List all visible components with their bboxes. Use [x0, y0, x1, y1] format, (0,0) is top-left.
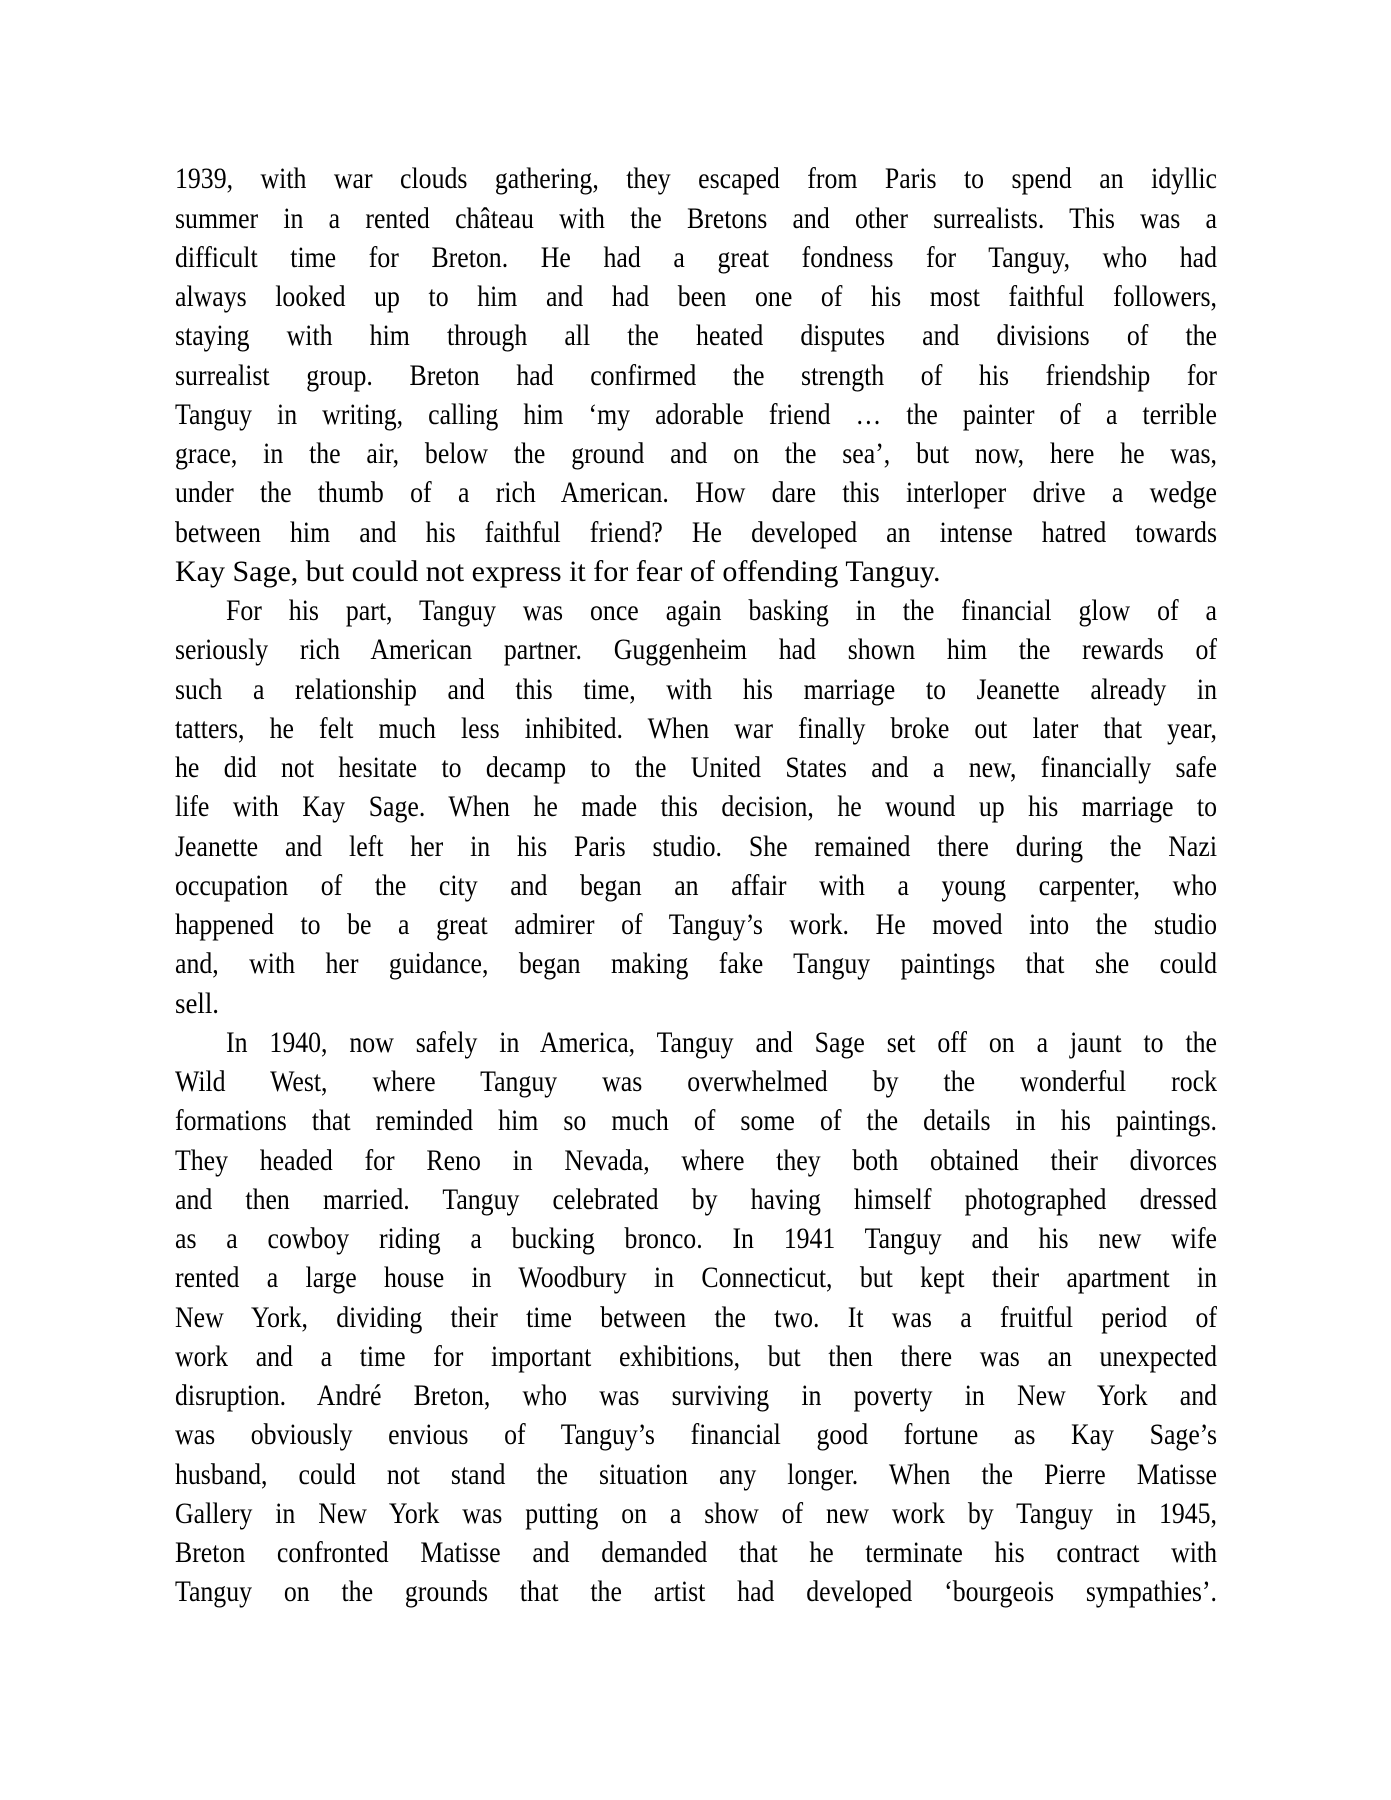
line-text: work and a time for important exhibitions, but then there was an unexpected: [175, 1339, 1217, 1373]
text-line: [175, 1105, 1217, 1144]
line-text: disruption. André Breton, who was surviving in poverty in New York and: [175, 1379, 1217, 1412]
text-line: [175, 556, 1217, 595]
text-line: [175, 1223, 1217, 1262]
line-text: and then married. Tanguy celebrated by having himself photographed dressed: [175, 1182, 1217, 1216]
text-line: [175, 1144, 1217, 1183]
text-line: [175, 1537, 1217, 1576]
line-text: Jeanette and left her in his Paris studio. She remained there during the Nazi: [175, 829, 1218, 863]
line-text: as a cowboy riding a bucking bronco. In 1941 Tanguy and his new wife: [175, 1222, 1217, 1255]
line-text: summer in a rented château with the Bretons and other surrealists. This was a: [175, 201, 1217, 235]
line-text: and, with her guidance, began making fake Tanguy paintings that she could: [175, 947, 1217, 981]
text-line: [175, 1380, 1217, 1419]
body-text: [175, 163, 1217, 1615]
text-line: [175, 320, 1217, 359]
text-line: [175, 1576, 1217, 1615]
text-line: [175, 202, 1217, 241]
line-text: Wild West, where Tanguy was overwhelmed by the wonderful rock: [175, 1065, 1217, 1098]
line-text: surrealist group. Breton had confirmed the strength of his friendship for: [175, 358, 1218, 392]
text-line: [175, 477, 1217, 516]
line-text: Tanguy on the grounds that the artist had developed ‘bourgeois sympathies’.: [175, 1575, 1217, 1609]
line-text: rented a large house in Woodbury in Connecticut, but kept their apartment in: [175, 1261, 1218, 1295]
text-line: [175, 516, 1217, 555]
line-text: under the thumb of a rich American. How dare this interloper drive a wedge: [175, 476, 1217, 510]
text-line: [175, 595, 1217, 634]
text-line: [175, 1498, 1217, 1537]
line-text: he did not hesitate to decamp to the United States and a new, financially safe: [175, 751, 1217, 784]
text-line: [175, 713, 1217, 752]
line-text: Gallery in New York was putting on a show of new work by Tanguy in 1945,: [175, 1496, 1217, 1530]
line-text: They headed for Reno in Nevada, where they both obtained their divorces: [175, 1143, 1217, 1177]
text-line: [175, 1341, 1217, 1380]
line-text: seriously rich American partner. Guggenheim had shown him the rewards of: [175, 633, 1217, 667]
text-line: [175, 1262, 1217, 1301]
text-line: [175, 634, 1217, 673]
text-line: [175, 1184, 1217, 1223]
line-text: husband, could not stand the situation any longer. When the Pierre Matisse: [175, 1457, 1217, 1491]
text-line: [175, 870, 1217, 909]
text-line: [175, 438, 1217, 477]
text-line: [175, 830, 1217, 869]
text-line: [175, 1066, 1217, 1105]
text-line: [175, 1027, 1217, 1066]
line-text: Tanguy in writing, calling him ‘my adorable friend … the painter of a terrible: [175, 397, 1218, 431]
line-text: tatters, he felt much less inhibited. When war finally broke out later that year,: [175, 711, 1217, 745]
text-line: [175, 399, 1217, 438]
text-line: [175, 673, 1217, 712]
line-text: life with Kay Sage. When he made this decision, he wound up his marriage to: [175, 790, 1218, 824]
text-line: [175, 987, 1217, 1026]
text-line: [175, 163, 1217, 202]
line-text: formations that reminded him so much of some of the details in his paintings.: [175, 1104, 1217, 1138]
line-text: such a relationship and this time, with his marriage to Jeanette already in: [175, 672, 1217, 706]
text-line: [175, 1419, 1217, 1458]
line-text: occupation of the city and began an affair with a young carpenter, who: [175, 868, 1217, 902]
line-text: 1939, with war clouds gathering, they escaped from Paris to spend an idyllic: [175, 162, 1217, 196]
line-text: difficult time for Breton. He had a great fondness for Tanguy, who had: [175, 240, 1217, 274]
line-text: happened to be a great admirer of Tanguy’s work. He moved into the studio: [175, 908, 1217, 941]
line-text: staying with him through all the heated disputes and divisions of the: [175, 319, 1217, 353]
line-text: always looked up to him and had been one of his most faithful followers,: [175, 280, 1217, 313]
text-line: [175, 281, 1217, 320]
text-line: [175, 909, 1217, 948]
line-text: Kay Sage, but could not express it for fear of offending Tanguy.: [175, 554, 941, 588]
text-line: [175, 359, 1217, 398]
text-line: [175, 242, 1217, 281]
text-line: [175, 948, 1217, 987]
line-text: grace, in the air, below the ground and on the sea’, but now, here he was,: [175, 437, 1217, 470]
line-text: New York, dividing their time between the two. It was a fruitful period of: [175, 1300, 1218, 1334]
text-line: [175, 752, 1217, 791]
text-line: [175, 1301, 1217, 1340]
line-text: between him and his faithful friend? He developed an intense hatred towards: [175, 515, 1217, 549]
text-line: [175, 791, 1217, 830]
line-text: In 1940, now safely in America, Tanguy and Sage set off on a jaunt to the: [226, 1025, 1218, 1059]
line-text: was obviously envious of Tanguy’s financial good fortune as Kay Sage’s: [175, 1418, 1217, 1452]
line-text: sell.: [175, 986, 219, 1020]
line-text: For his part, Tanguy was once again basking in the financial glow of a: [226, 594, 1218, 627]
text-line: [175, 1458, 1217, 1497]
line-text: Breton confronted Matisse and demanded that he terminate his contract with: [175, 1536, 1218, 1569]
